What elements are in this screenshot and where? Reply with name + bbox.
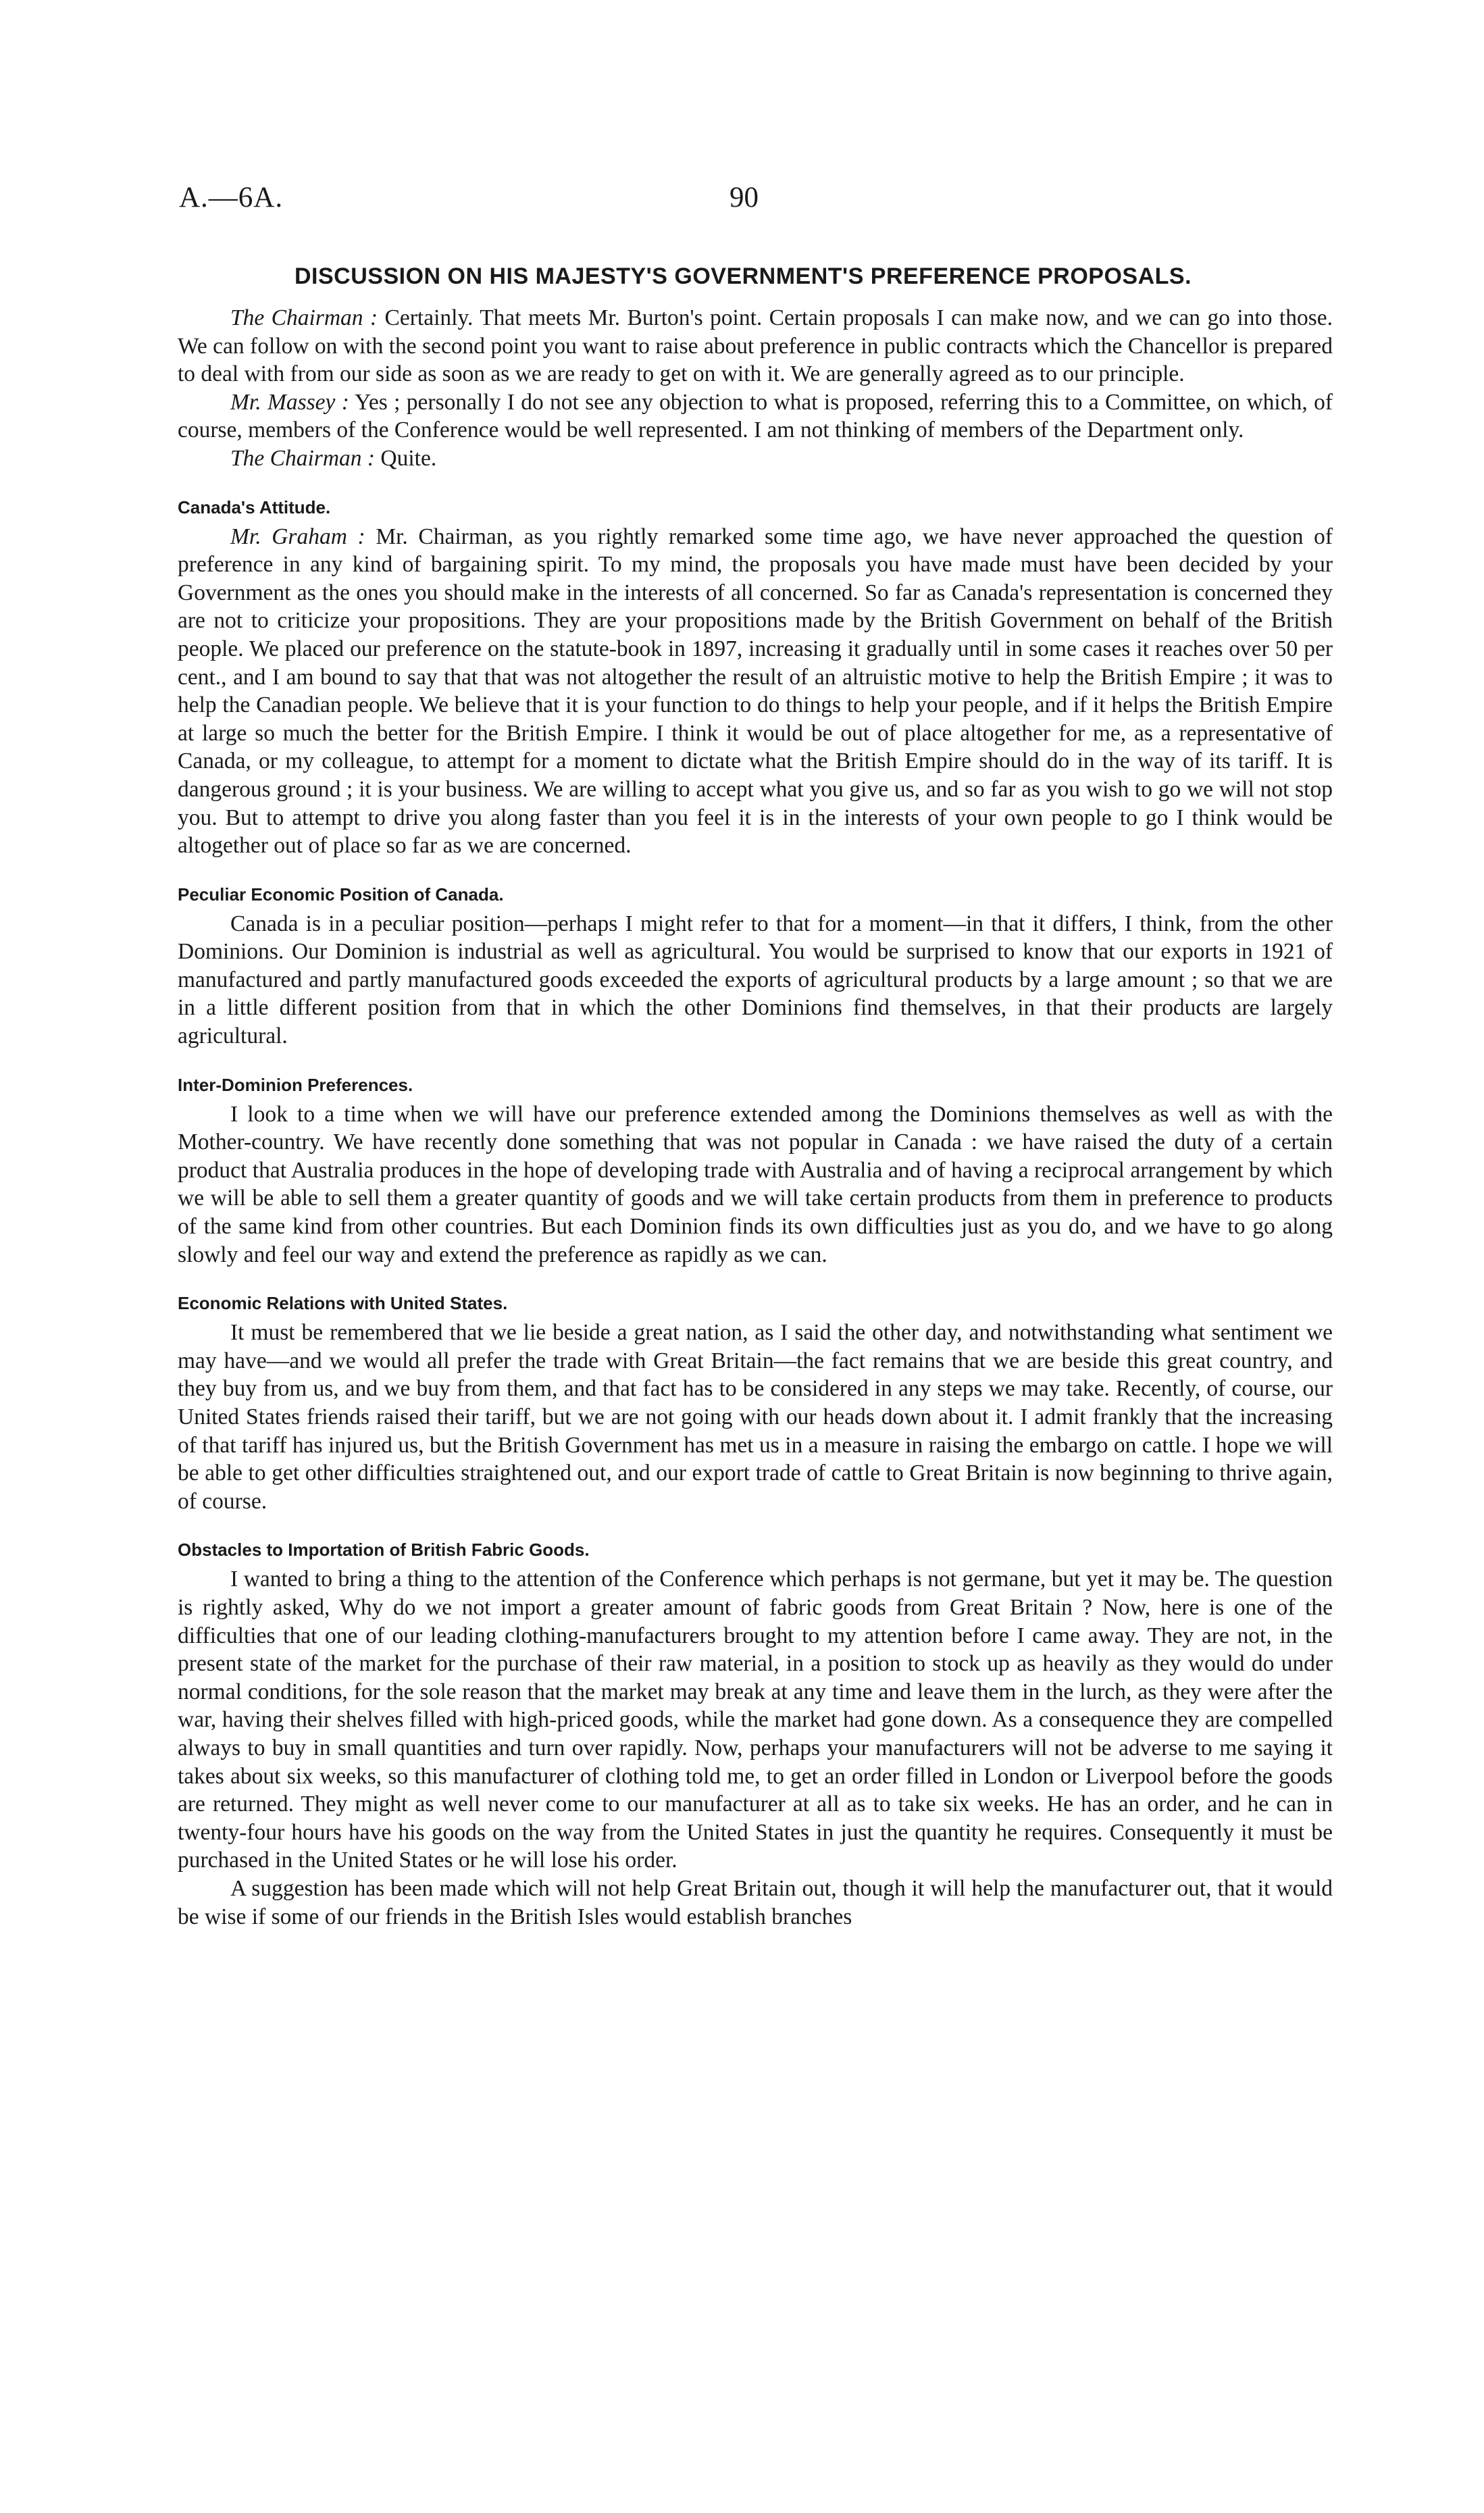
paragraph-text: Canada is in a peculiar position—perhaps I might refer to that for a moment—in that it differs, I think, from the other Dominions. Our Dominion is industrial as well as agricultural. You would be surprised to know that our exports in 1921 of manufactured and partly manufactured goods exceeded the exports of agricultural products by a large amount ; so that we are in a little different position from that in which the other Dominions find themselves, in that their products are largely agricultural. (178, 911, 1333, 1049)
speaker-name: The Chairman : (230, 305, 378, 330)
paragraph-text: Quite. (380, 445, 437, 471)
paragraph (178, 445, 1333, 473)
document-body (178, 304, 1333, 1931)
document-reference: A.—6A. (179, 182, 284, 213)
paragraph (178, 1565, 1333, 1875)
paragraph (178, 1875, 1333, 1931)
paragraph (178, 388, 1333, 445)
speaker-name: The Chairman : (230, 445, 376, 471)
paragraph (178, 304, 1333, 388)
section-heading: Economic Relations with United States. (178, 1293, 508, 1314)
paragraph-text: A suggestion has been made which will not help Great Britain out, though it will help the manufacturer out, that it would be wise if some of our friends in the British Isles would establish branches (178, 1875, 1333, 1929)
speaker-name: Mr. Massey : (230, 389, 349, 415)
paragraph (178, 910, 1333, 1050)
section-heading: Obstacles to Importation of British Fabric Goods. (178, 1540, 590, 1560)
paragraph-text: I wanted to bring a thing to the attention of the Conference which perhaps is not germane, but yet it may be. The question is rightly asked, Why do we not import a greater amount of fabric goods from Great Britain ? Now, here is one of the difficulties that one of our leading clothing-manufacturers brought to my attention before I came away. They are not, in the present state of the market for the purchase of their raw material, in a position to stock up as heavily as they would do under normal conditions, for the sole reason that the market may break at any time and leave them in the lurch, as they were after the war, having their shelves filled with high-priced goods, while the market had gone down. As a consequence they are compelled always to buy in small quantities and turn over rapidly. Now, perhaps your manufacturers will not be adverse to me saying it takes about six weeks, so this manufacturer of clothing told me, to get an order filled in London or Liverpool before the goods are returned. They might as well never come to our manufacturer at all as to take six weeks. He has an order, and he can in twenty-four hours have his goods on the way from the United States in just the quantity he requires. Consequently it must be purchased in the United States or he will lose his order. (178, 1567, 1333, 1873)
paragraph (178, 523, 1333, 860)
paragraph-text: Yes ; personally I do not see any objection to what is proposed, referring this to a Committee, on which, of course, members of the Conference would be well represented. I am not thinking of members of the Department only. (178, 389, 1333, 443)
section-heading: Inter-Dominion Preferences. (178, 1074, 413, 1095)
paragraph-text: Certainly. That meets Mr. Burton's point. Certain proposals I can make now, and we can go into those. We can follow on with the second point you want to raise about preference in public contracts which the Chancellor is prepared to deal with from our side as soon as we are ready to get on with it. We are generally agreed as to our principle. (178, 305, 1333, 387)
paragraph (178, 1319, 1333, 1515)
paragraph-text: I look to a time when we will have our preference extended among the Dominions themselves as well as with the Mother-country. We have recently done something that was not popular in Canada : we have raised the duty of a certain product that Australia produces in the hope of developing trade with Australia and of having a reciprocal arrangement by which we will be able to sell them a greater quantity of goods and we will take certain products from them in preference to products of the same kind from other countries. But each Dominion finds its own difficulties just as you do, and we have to go along slowly and feel our way and extend the preference as rapidly as we can. (178, 1101, 1333, 1267)
paragraph-text: Mr. Chairman, as you rightly remarked some time ago, we have never approached the question of preference in any kind of bargaining spirit. To my mind, the proposals you have made must have been decided by your Government as the ones you should make in the interests of all concerned. So far as Canada's representation is concerned they are not to criticize your propositions. They are your propositions made by the British Government on behalf of the British people. We placed our preference on the statute-book in 1897, increasing it gradually until in some cases it reaches over 50 per cent., and I am bound to say that that was not altogether the result of an altruistic motive to help the British Empire ; it was to help the Canadian people. We believe that it is your function to do things to help your people, and if it helps the British Empire at large so much the better for the British Empire. I think it would be out of place altogether for me, as a representative of Canada, or my colleague, to attempt for a moment to dictate what the British Empire should do in the way of its tariff. It is dangerous ground ; it is your business. We are willing to accept what you give us, and so far as you wish to go we will not stop you. But to attempt to drive you along faster than you feel it is in the interests of your own people to go I think would be altogether out of place so far as we are concerned. (178, 524, 1333, 859)
page-number: 90 (730, 182, 759, 213)
speaker-name: Mr. Graham : (230, 524, 365, 549)
section-heading: Peculiar Economic Position of Canada. (178, 884, 504, 905)
paragraph-text: It must be remembered that we lie beside a great nation, as I said the other day, and notwithstanding what sentiment we may have—and we would all prefer the trade with Great Britain—the fact remains that we are beside this great country, and they buy from us, and we buy from them, and that fact has to be considered in any steps we may take. Recently, of course, our United States friends raised their tariff, but we are not going with our heads down about it. I admit frankly that the increasing of that tariff has injured us, but the British Government has met us in a measure in raising the embargo on cattle. I hope we will be able to get other difficulties straightened out, and our export trade of cattle to Great Britain is now beginning to thrive again, of course. (178, 1320, 1333, 1514)
section-heading: Canada's Attitude. (178, 497, 331, 517)
page-title: DISCUSSION ON HIS MAJESTY'S GOVERNMENT'S PREFERENCE PROPOSALS. (294, 263, 1192, 289)
paragraph (178, 1100, 1333, 1269)
